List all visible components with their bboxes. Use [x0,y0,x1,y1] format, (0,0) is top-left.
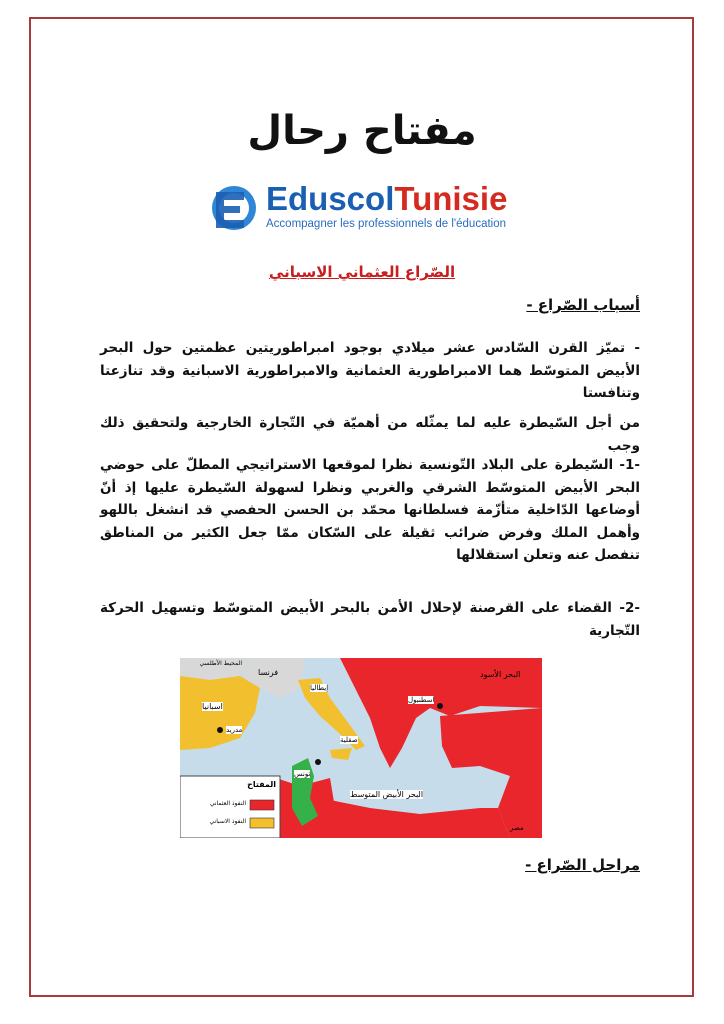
map-label-istanbul: اسطنبول [408,696,435,704]
map-label-france: فرنسا [258,668,279,677]
eduscol-logo [208,178,518,238]
causes-paragraph: - تميّز القرن السّادس عشر ميلادي بوجود امبراطوريتين عظمتين حول البحر الأبيض المتوسّط هما الامبراطورية العثمانية والامبراطورية الاسبانية وقد تنازعتا وتنافستا [100,340,640,401]
map-label-italy: إيطاليا [310,684,329,692]
map-label-mediterranean: البحر الأبيض المتوسط [350,790,424,799]
map-label-tunis: تونس [294,770,311,778]
cause-point-1: -1- السّيطرة على البلاد التّونسية نظرا لموقعها الاستراتيجي المطلّ على حوضي البحر الأبيض المتوسّط الشرقي والغربي ونظرا لسهولة السّيطرة عليها إذ أنّ أوضاعها الدّاخلية متأزّمة فسلطانها محمّد بن الحسن الحفصي قد انشغل باللهو وأهمل الملك وفرض ضرائب ثقيلة على السّكان ممّا جعل الكثير من المناطق تنفصل عنه وتعلن استقلالها [100,457,640,563]
causes-paragraph-continued: من أجل السّيطرة عليه لما يمثّله من أهميّة في التّجارة الخارجية ولتحقيق ذلك وجب [100,415,640,454]
map-legend-spanish: النفوذ الاسباني [209,818,246,825]
map-legend-ottoman: النفوذ العثماني [209,800,246,807]
map-figure [180,658,542,838]
mediterranean-map [180,658,542,838]
map-label-black-sea: البحر الأسود [480,670,521,679]
map-label-sicily: صقلية [340,736,358,744]
logo-name-tunisie: Tunisie [394,180,508,217]
causes-heading: أسباب الصّراع - [526,296,640,314]
stages-heading: مراحل الصّراع - [525,856,640,874]
map-label-egypt: مصر [510,824,524,832]
document-title: مفتاح رحال [247,108,477,154]
section-title: الصّراع العثماني الاسباني [268,263,456,281]
logo-tagline: Accompagner les professionnels de l'éducation [266,218,507,230]
map-label-spain: اسبانيا [202,702,223,711]
map-label-madrid: مدريد [226,726,243,734]
cause-point-2: -2- القضاء على القرصنة لإحلال الأمن بالبحر الأبيض المتوسّط وتسهيل الحركة التّجارية [100,600,640,639]
map-label-atlantic: المحيط الأطلسي [199,660,242,667]
logo-wordmark [266,180,507,218]
logo-name-eduscol: Eduscol [266,180,395,217]
eduscol-emblem-icon [208,178,264,234]
map-legend-title: المفتاح [247,780,276,789]
